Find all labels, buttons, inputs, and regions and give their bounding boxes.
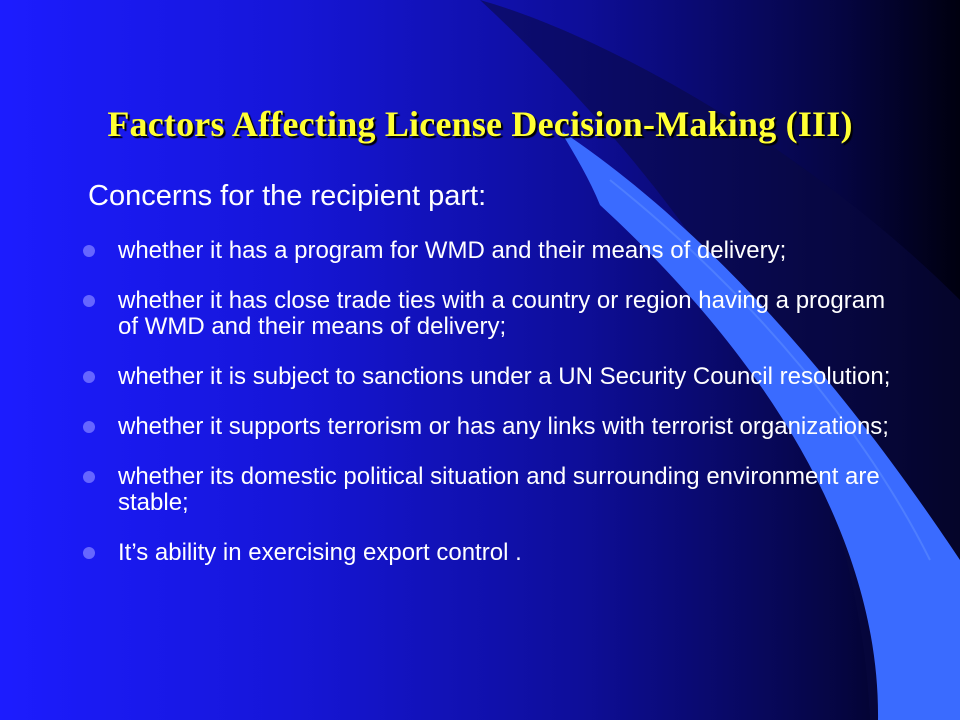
bullet-text: whether its domestic political situation and surrounding environment are stable; [118, 463, 880, 516]
bullet-item [83, 464, 903, 516]
bullet-dot-icon [83, 547, 95, 559]
slide-subtitle: Concerns for the recipient part: [88, 180, 487, 212]
bullet-dot-icon [83, 295, 95, 307]
bullet-item [83, 238, 903, 264]
bullet-dot-icon [83, 471, 95, 483]
bullet-text: whether it is subject to sanctions under a UN Security Council resolution; [118, 363, 891, 390]
bullet-dot-icon [83, 421, 95, 433]
bullet-item [83, 288, 903, 340]
bullet-dot-icon [83, 371, 95, 383]
bullet-list [83, 238, 903, 590]
bullet-text: It’s ability in exercising export control . [118, 539, 522, 566]
bullet-text: whether it has close trade ties with a country or region having a program of WMD and their means of delivery; [118, 287, 886, 340]
bullet-dot-icon [83, 245, 95, 257]
bullet-text: whether it supports terrorism or has any links with terrorist organizations; [118, 413, 889, 440]
bullet-item [83, 414, 903, 440]
bullet-item [83, 540, 903, 566]
bullet-text: whether it has a program for WMD and their means of delivery; [118, 237, 787, 264]
slide-title: Factors Affecting License Decision-Making (III) [107, 104, 853, 144]
bullet-item [83, 364, 903, 390]
